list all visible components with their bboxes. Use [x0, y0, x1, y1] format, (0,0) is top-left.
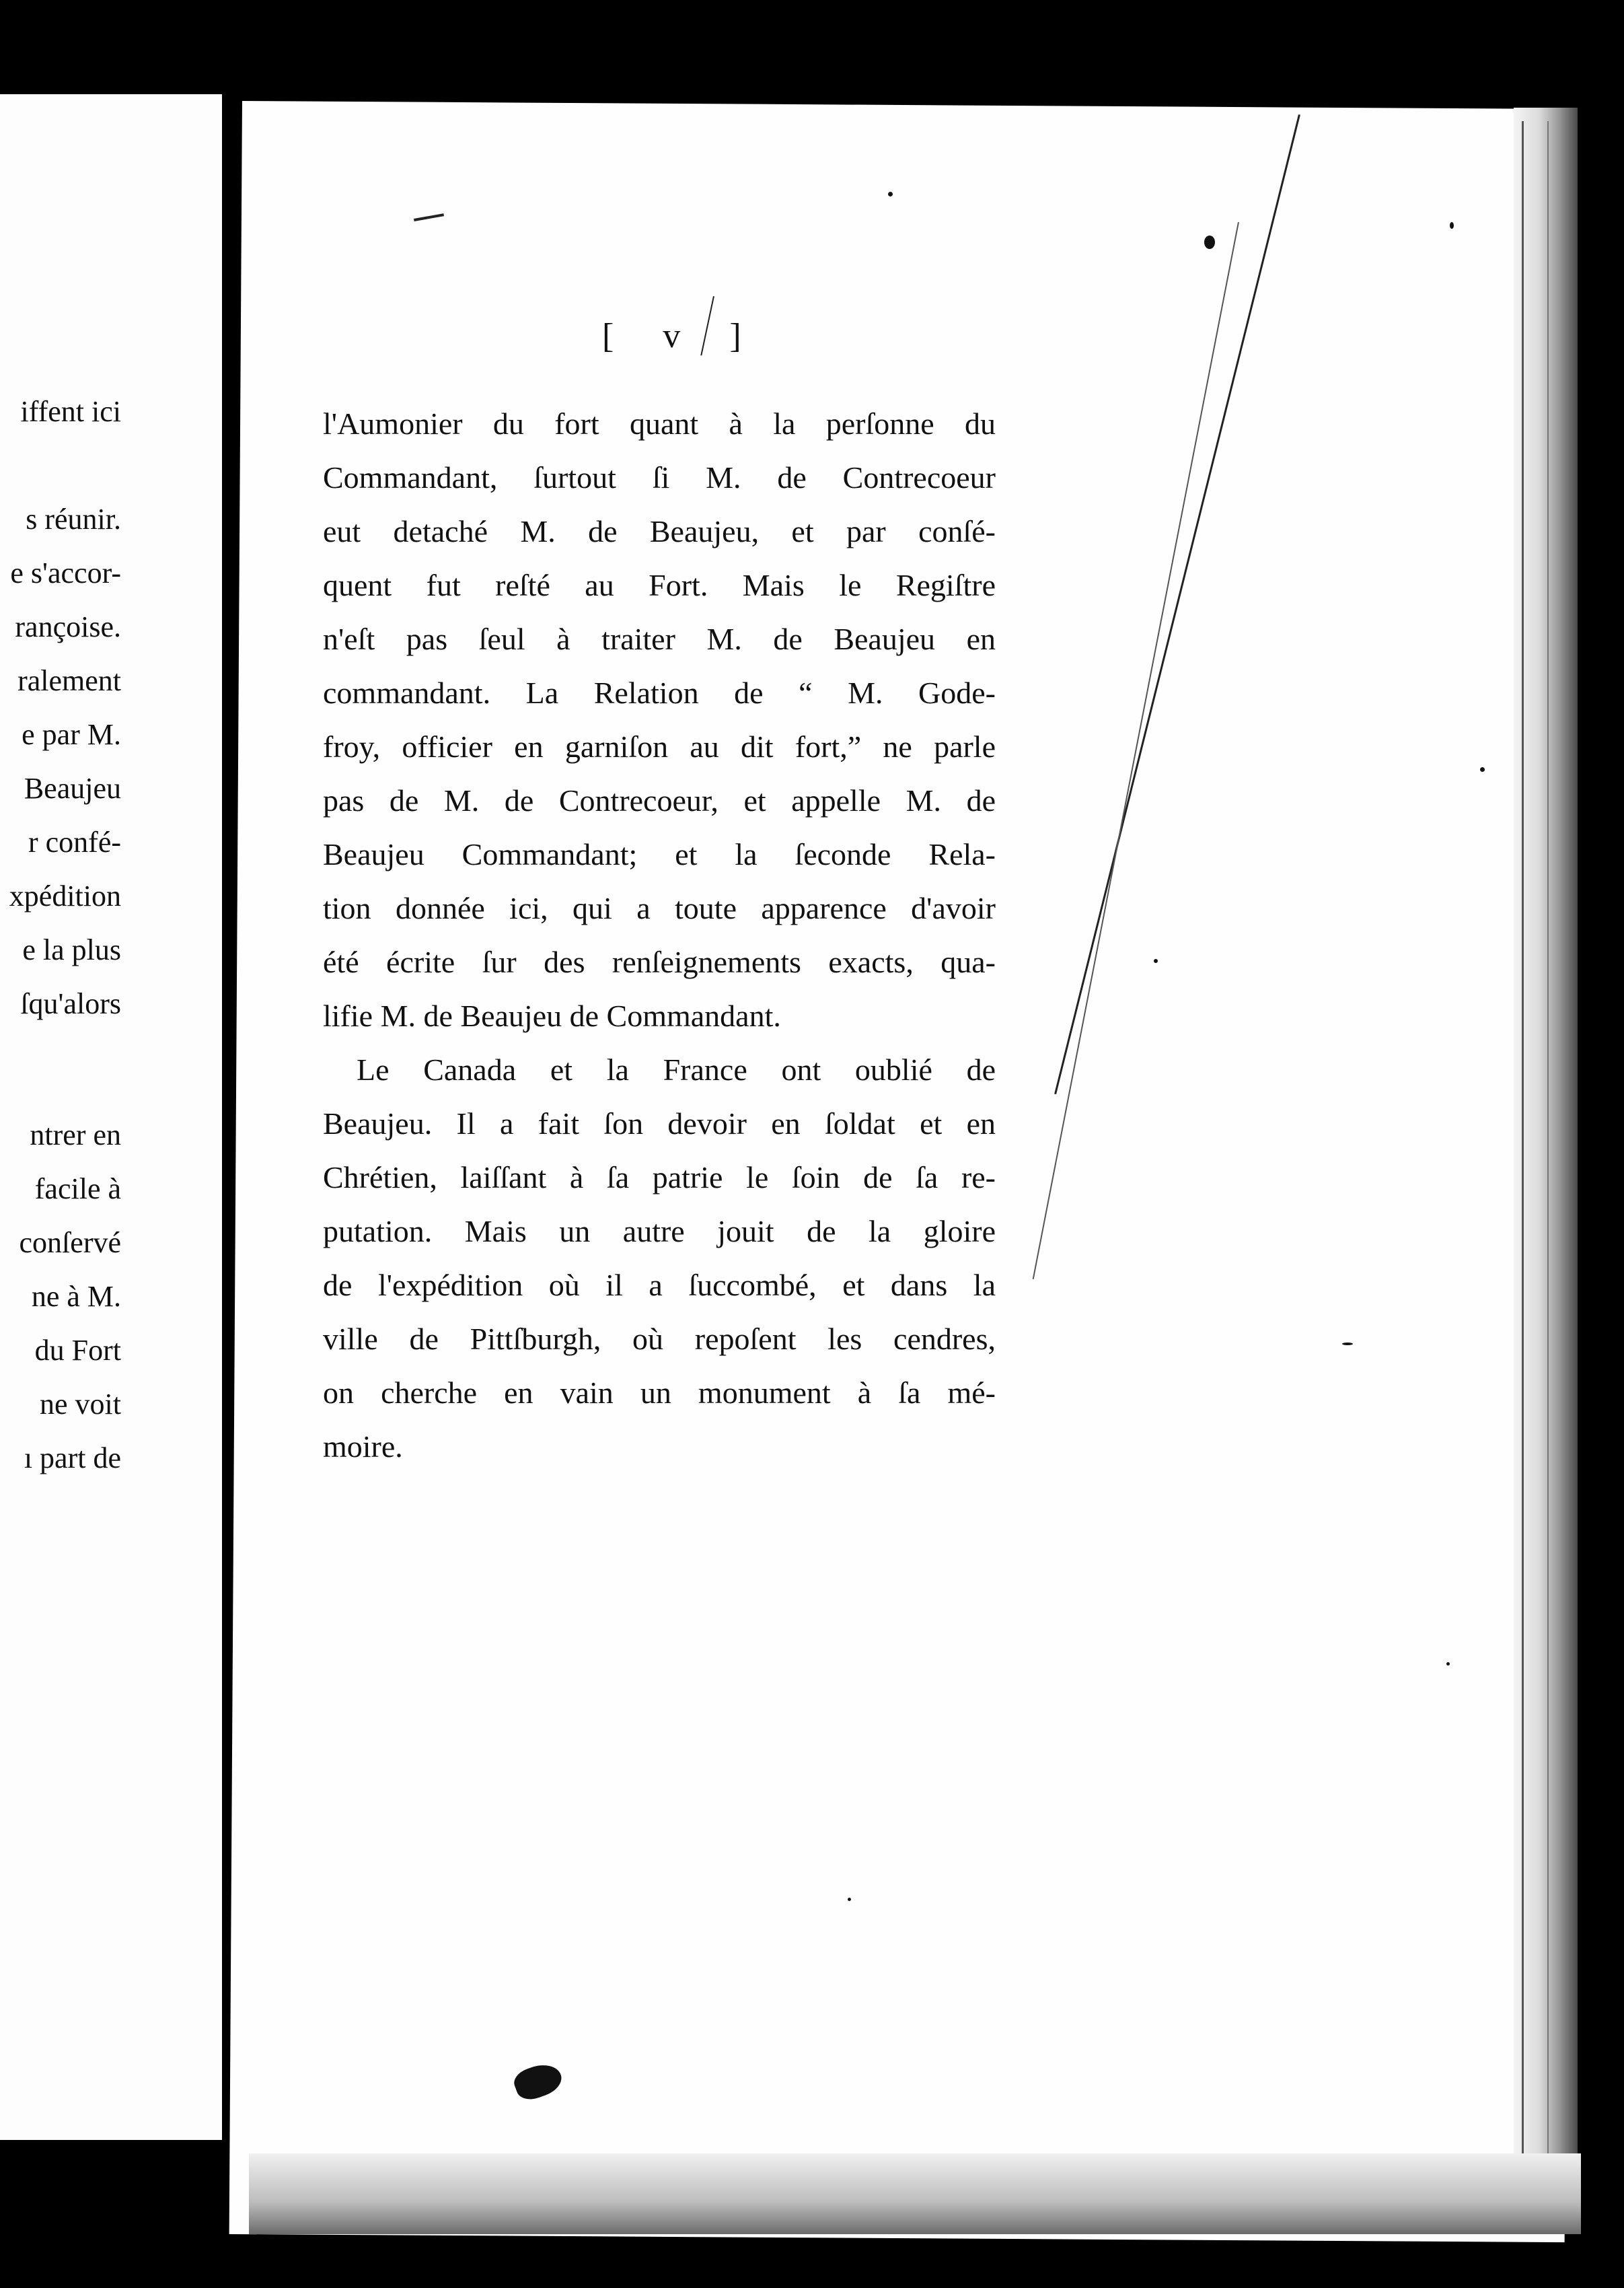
text-line: froy, officier en garniſon au dit fort,” ne parle [323, 729, 996, 764]
left-page-line: du Fort [34, 1334, 121, 1367]
text-line: de l'expédition où il a ſuccombé, et dans la [323, 1268, 996, 1302]
left-page-line: ntrer en [30, 1118, 121, 1151]
left-page-line: iffent ici [20, 395, 121, 428]
text-line: Le Canada et la France ont oublié de [357, 1052, 996, 1087]
text-line: Chrétien, laiſſant à ſa patrie le ſoin de ſa re- [323, 1160, 996, 1194]
left-page-line: ı part de [24, 1441, 121, 1474]
left-page-line: rançoise. [15, 610, 121, 643]
page-number: [ v ] [602, 317, 762, 355]
left-page-line: e par M. [22, 718, 121, 751]
scan-speck [1450, 222, 1454, 229]
scan-speck [848, 1898, 851, 1901]
scan-speck [1342, 1343, 1353, 1345]
text-line: Beaujeu. Il a fait ſon devoir en ſoldat et en [323, 1106, 996, 1141]
text-line: Beaujeu Commandant; et la ſeconde Rela- [323, 837, 996, 871]
left-page-line: conſervé [19, 1226, 121, 1259]
text-line: lifie M. de Beaujeu de Commandant. [323, 999, 781, 1033]
left-page-line: ralement [17, 664, 121, 697]
left-page-line: Beaujeu [24, 772, 121, 805]
left-page-line: e la plus [22, 933, 121, 966]
text-line: commandant. La Relation de “ M. Gode- [323, 676, 996, 710]
scan-speck [1154, 959, 1158, 963]
scan-speck [1446, 1662, 1450, 1666]
text-line: Commandant, ſurtout ſi M. de Contrecoeur [323, 460, 996, 495]
scan-speck [1204, 236, 1215, 249]
text-line: putation. Mais un autre jouit de la gloire [323, 1214, 996, 1248]
text-line: été écrite ſur des renſeignements exacts, qua- [323, 945, 996, 979]
page-edge-line [1547, 121, 1549, 2221]
left-page-line: e s'accor- [10, 557, 121, 589]
left-facing-page [0, 94, 229, 2140]
left-page-line: facile à [34, 1172, 121, 1205]
text-line: ville de Pittſburgh, où repoſent les cendres, [323, 1322, 996, 1356]
left-page-line: xpédition [9, 880, 121, 913]
text-line: n'eſt pas ſeul à traiter M. de Beaujeu en [323, 622, 996, 656]
page-bottom-shadow [249, 2153, 1581, 2234]
text-line: pas de M. de Contrecoeur, et appelle M. de [323, 783, 996, 818]
text-line: moire. [323, 1429, 403, 1464]
text-line: tion donnée ici, qui a toute apparence d'avoir [323, 891, 996, 925]
left-page-line: s réunir. [26, 503, 121, 536]
page-edge-line [1522, 121, 1524, 2221]
left-page-line: ne voit [40, 1388, 121, 1421]
left-page-line: ſqu'alors [20, 987, 121, 1020]
text-line: on cherche en vain un monument à ſa mé- [323, 1375, 996, 1410]
left-page-line: ne à M. [31, 1280, 121, 1313]
left-page-line: r confé- [28, 826, 121, 859]
text-line: l'Aumonier du fort quant à la perſonne du [323, 406, 996, 441]
text-line: eut detaché M. de Beaujeu, et par conſé- [323, 514, 996, 548]
scan-speck [1480, 767, 1485, 772]
body-text [323, 397, 996, 1474]
text-line: quent fut reſté au Fort. Mais le Regiſtre [323, 568, 996, 602]
scan-speck [888, 192, 893, 196]
